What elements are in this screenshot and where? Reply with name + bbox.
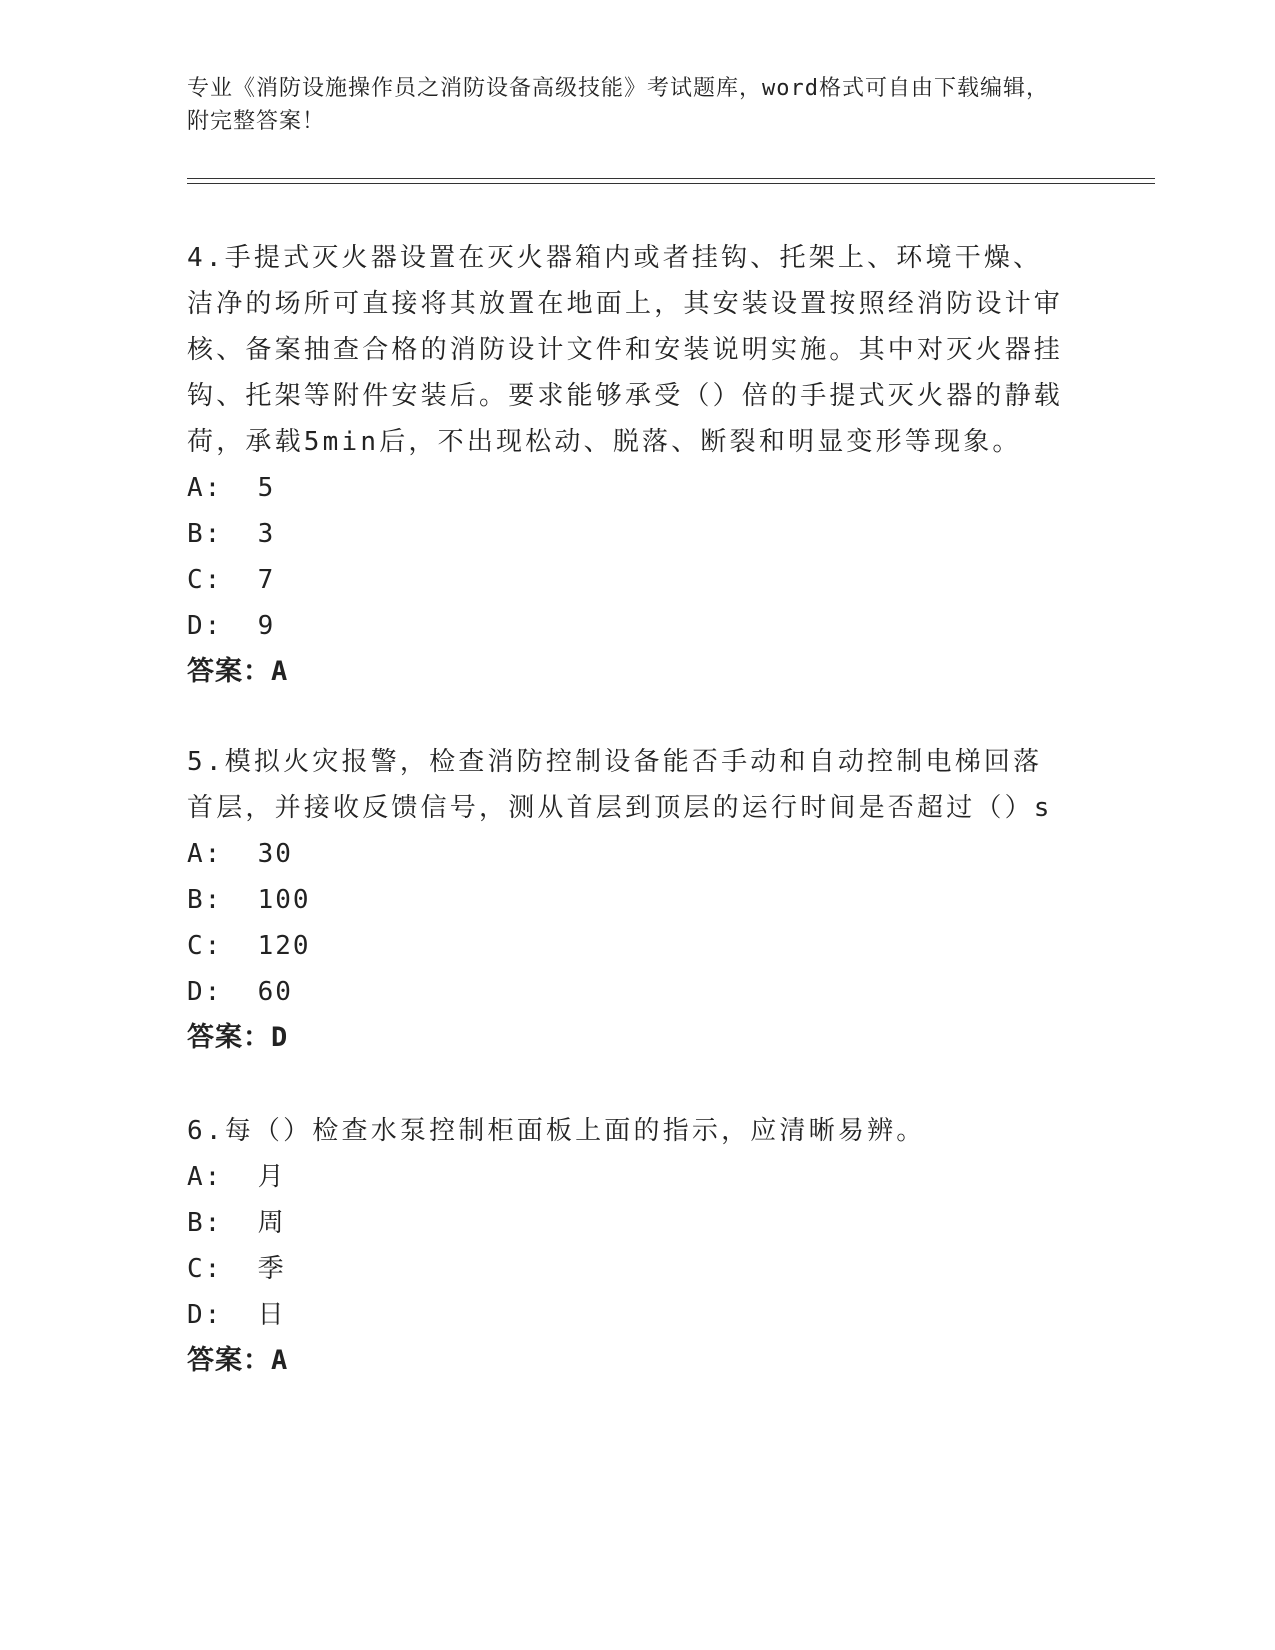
document-header: 专业《消防设施操作员之消防设备高级技能》考试题库，word格式可自由下载编辑，附完整答案！ <box>187 76 1049 134</box>
question-text: 5.模拟火灾报警，检查消防控制设备能否手动和自动控制电梯回落首层，并接收反馈信号，测从首层到顶层的运行时间是否超过（）s <box>187 747 1053 823</box>
option-c: C: 120 <box>187 931 311 961</box>
option-c: C: 7 <box>187 565 276 595</box>
question-4 <box>187 235 1067 695</box>
option-b: B: 100 <box>187 885 311 915</box>
option-a: A: 月 <box>187 1162 286 1192</box>
option-d: D: 60 <box>187 977 293 1007</box>
answer-label: 答案：A <box>187 1345 289 1376</box>
option-b: B: 3 <box>187 519 276 549</box>
header-divider-top <box>187 178 1155 179</box>
option-a: A: 5 <box>187 473 276 503</box>
question-5 <box>187 739 1067 1061</box>
answer-label: 答案：A <box>187 656 289 687</box>
option-d: D: 日 <box>187 1300 286 1330</box>
option-a: A: 30 <box>187 839 293 869</box>
question-6 <box>187 1108 1067 1384</box>
option-d: D: 9 <box>187 611 276 641</box>
question-text: 6.每（）检查水泵控制柜面板上面的指示，应清晰易辨。 <box>187 1116 926 1146</box>
question-text: 4.手提式灭火器设置在灭火器箱内或者挂钩、托架上、环境干燥、洁净的场所可直接将其放置在地面上，其安装设置按照经消防设计审核、备案抽查合格的消防设计文件和安装说明实施。其中对灭火器挂钩、托架等附件安装后。要求能够承受（）倍的手提式灭火器的静载荷，承载5min后，不出现松动、脱落、断裂和明显变形等现象。 <box>187 243 1064 457</box>
header-divider-bottom <box>187 183 1155 184</box>
option-c: C: 季 <box>187 1254 286 1284</box>
answer-label: 答案：D <box>187 1022 289 1053</box>
option-b: B: 周 <box>187 1208 286 1238</box>
